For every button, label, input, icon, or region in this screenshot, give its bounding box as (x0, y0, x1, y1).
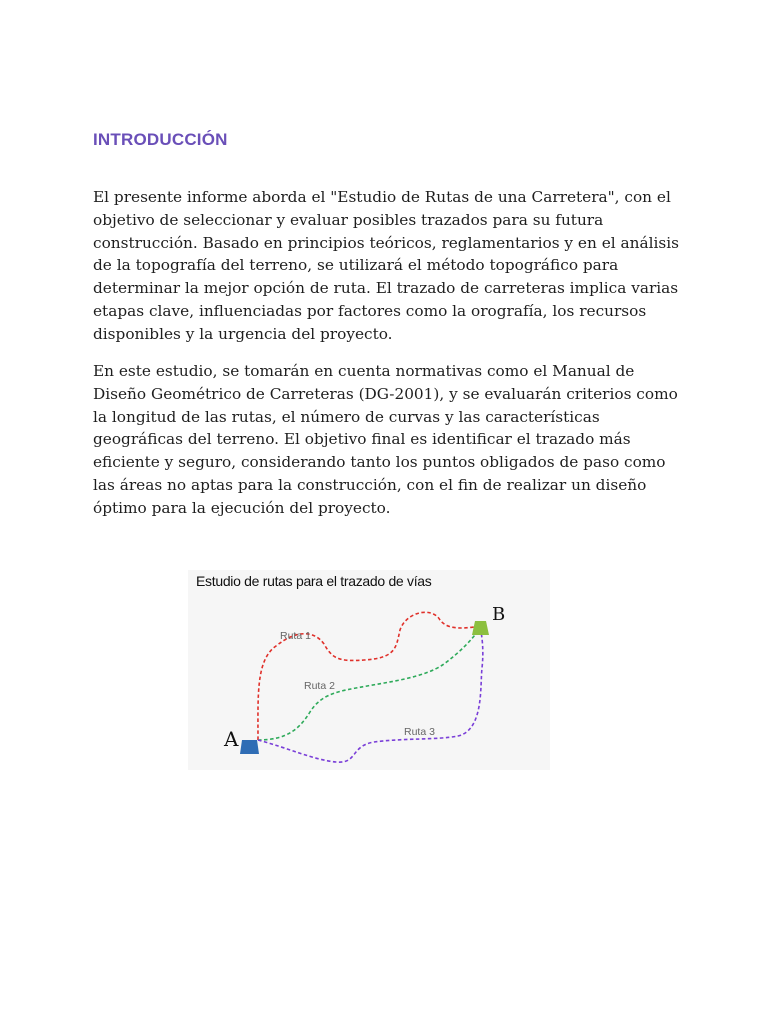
route-2-path (258, 628, 480, 740)
point-a-label: A (224, 727, 239, 751)
route-2-label: Ruta 2 (304, 680, 335, 692)
point-b-label: B (492, 604, 506, 625)
intro-paragraph-1: El presente informe aborda el "Estudio de Rutas de una Carretera", con el objetivo de seleccionar y evaluar posibles trazados para su futura construcción. Basado en principios teóricos, reglamentarios y en el análisis de la topografía del terreno, se utilizará el método topográfico para determinar la mejor opción de ruta. El trazado de carreteras implica varias etapas clave, influenciadas por factores como la orografía, los recursos disponibles y la urgencia del proyecto. (93, 188, 679, 343)
section-heading: INTRODUCCIÓN (93, 130, 228, 149)
route-1-label: Ruta 1 (280, 630, 311, 642)
route-diagram (188, 570, 550, 770)
route-study-figure (188, 570, 550, 770)
point-a-marker (240, 740, 259, 754)
point-b-marker (472, 621, 489, 635)
route-3-label: Ruta 3 (404, 726, 435, 738)
intro-paragraph-2: En este estudio, se tomarán en cuenta normativas como el Manual de Diseño Geométrico de Carreteras (DG-2001), y se evaluarán criterios como la longitud de las rutas, el número de curvas y las características geográficas del terreno. El objetivo final es identificar el trazado más eficiente y seguro, considerando tanto los puntos obligados de paso como las áreas no aptas para la construcción, con el fin de realizar un diseño óptimo para la ejecución del proyecto. (93, 362, 678, 517)
figure-title: Estudio de rutas para el trazado de vías (196, 573, 432, 589)
route-3-path (258, 626, 483, 762)
